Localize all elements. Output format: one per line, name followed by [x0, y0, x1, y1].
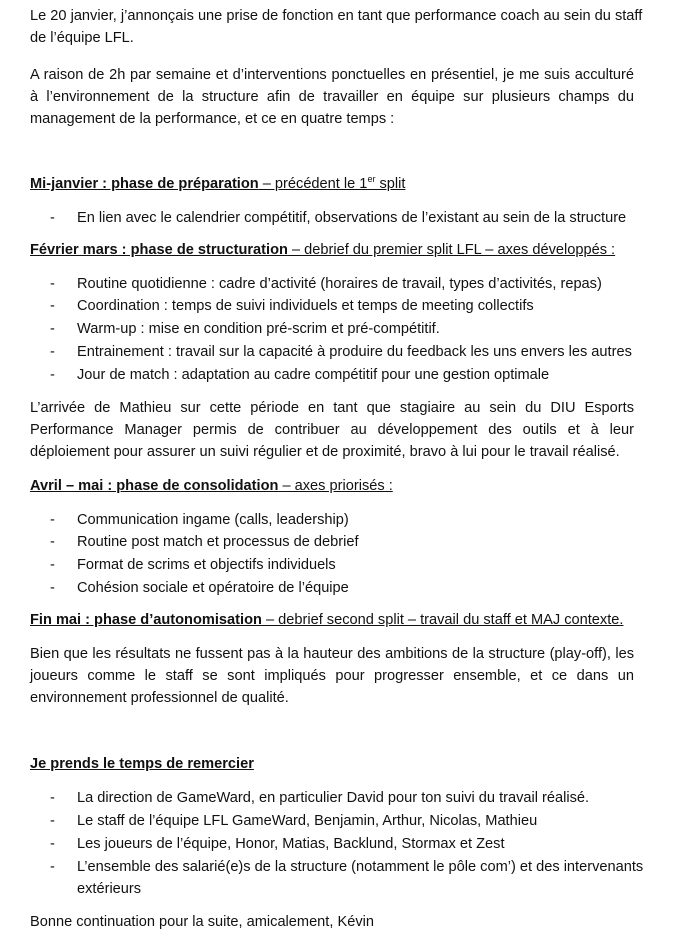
results-line-3: environnement professionnel de qualité.: [30, 690, 289, 706]
phase3-item: Routine post match et processus de debrief: [77, 534, 359, 550]
phase2-item: Warm-up : mise en condition pré-scrim et pré-compétitif.: [77, 321, 440, 337]
phase1-rest-sup: er: [367, 174, 376, 185]
closing-line: Bonne continuation pour la suite, amicalement, Kévin: [30, 914, 374, 930]
phase1-rest-a: – précédent le 1: [258, 176, 368, 192]
bullet-dash: -: [50, 512, 55, 528]
bullet-dash: -: [50, 276, 55, 292]
phase1-heading: [30, 174, 634, 196]
mathieu-line-1: L’arrivée de Mathieu sur cette période en tant que stagiaire au sein du DIU Esports: [30, 400, 634, 416]
phase4-heading: [30, 610, 634, 632]
phase4-rest: – debrief second split – travail du staff et MAJ contexte.: [261, 612, 624, 628]
bullet-dash: -: [50, 580, 55, 596]
intro-line-5: management de la performance, et ce en quatre temps :: [30, 111, 395, 127]
intro-line-4: à l’environnement de la structure afin de travailler en équipe sur plusieurs champs du: [30, 89, 634, 105]
bullet-dash: -: [50, 557, 55, 573]
bullet-dash: -: [50, 859, 55, 875]
phase2-item: Routine quotidienne : cadre d’activité (horaires de travail, types d’activités, repas): [77, 276, 602, 292]
thanks-item: Les joueurs de l’équipe, Honor, Matias, Backlund, Stormax et Zest: [77, 836, 505, 852]
phase2-title: Février mars : phase de structuration: [30, 242, 288, 258]
mathieu-line-3: déploiement pour assurer un suivi régulier et de proximité, bravo à lui pour le travail réalisé.: [30, 444, 620, 460]
bullet-dash: -: [50, 367, 55, 383]
intro-line-3: A raison de 2h par semaine et d’interventions ponctuelles en présentiel, je me suis acculturé: [30, 67, 634, 83]
intro-line-2: de l’équipe LFL.: [30, 30, 134, 46]
thanks-item-continuation: extérieurs: [77, 881, 142, 897]
bullet-dash: -: [50, 210, 55, 226]
results-line-1: Bien que les résultats ne fussent pas à la hauteur des ambitions de la structure (play-off), les: [30, 646, 634, 662]
thanks-item: L’ensemble des salarié(e)s de la structure (notamment le pôle com’) et des intervenants: [77, 859, 644, 875]
phase4-title: Fin mai : phase d’autonomisation: [30, 612, 262, 628]
phase3-item: Cohésion sociale et opératoire de l’équipe: [77, 580, 349, 596]
bullet-dash: -: [50, 321, 55, 337]
phase3-item: Format de scrims et objectifs individuels: [77, 557, 336, 573]
mathieu-line-2: Performance Manager permis de contribuer au développement des outils et à leur: [30, 422, 634, 438]
phase3-item: Communication ingame (calls, leadership): [77, 512, 349, 528]
phase3-rest: – axes priorisés :: [278, 478, 393, 494]
phase3-title: Avril – mai : phase de consolidation: [30, 478, 279, 494]
phase2-item: Coordination : temps de suivi individuels et temps de meeting collectifs: [77, 298, 534, 314]
phase3-heading: [30, 476, 634, 498]
phase1-title: Mi-janvier : phase de préparation: [30, 176, 259, 192]
intro-line-1: Le 20 janvier, j’annonçais une prise de fonction en tant que performance coach au sein du staff: [30, 8, 643, 24]
bullet-dash: -: [50, 534, 55, 550]
bullet-dash: -: [50, 836, 55, 852]
phase2-item: Entrainement : travail sur la capacité à produire du feedback les uns envers les autres: [77, 344, 632, 360]
phase1-item: En lien avec le calendrier compétitif, observations de l’existant au sein de la structure: [77, 210, 627, 226]
thanks-item: Le staff de l’équipe LFL GameWard, Benjamin, Arthur, Nicolas, Mathieu: [77, 813, 538, 829]
bullet-dash: -: [50, 790, 55, 806]
bullet-dash: -: [50, 344, 55, 360]
bullet-dash: -: [50, 813, 55, 829]
phase2-heading: [30, 240, 634, 262]
results-line-2: joueurs comme le staff se sont impliqués pour progresser ensemble, et ce dans un: [30, 668, 634, 684]
bullet-dash: -: [50, 298, 55, 314]
thanks-heading: Je prends le temps de remercier: [30, 756, 254, 772]
phase2-item: Jour de match : adaptation au cadre compétitif pour une gestion optimale: [77, 367, 550, 383]
thanks-item: La direction de GameWard, en particulier David pour ton suivi du travail réalisé.: [77, 790, 590, 806]
phase1-rest-b: split: [375, 176, 406, 192]
phase2-rest: – debrief du premier split LFL – axes développés :: [287, 242, 616, 258]
